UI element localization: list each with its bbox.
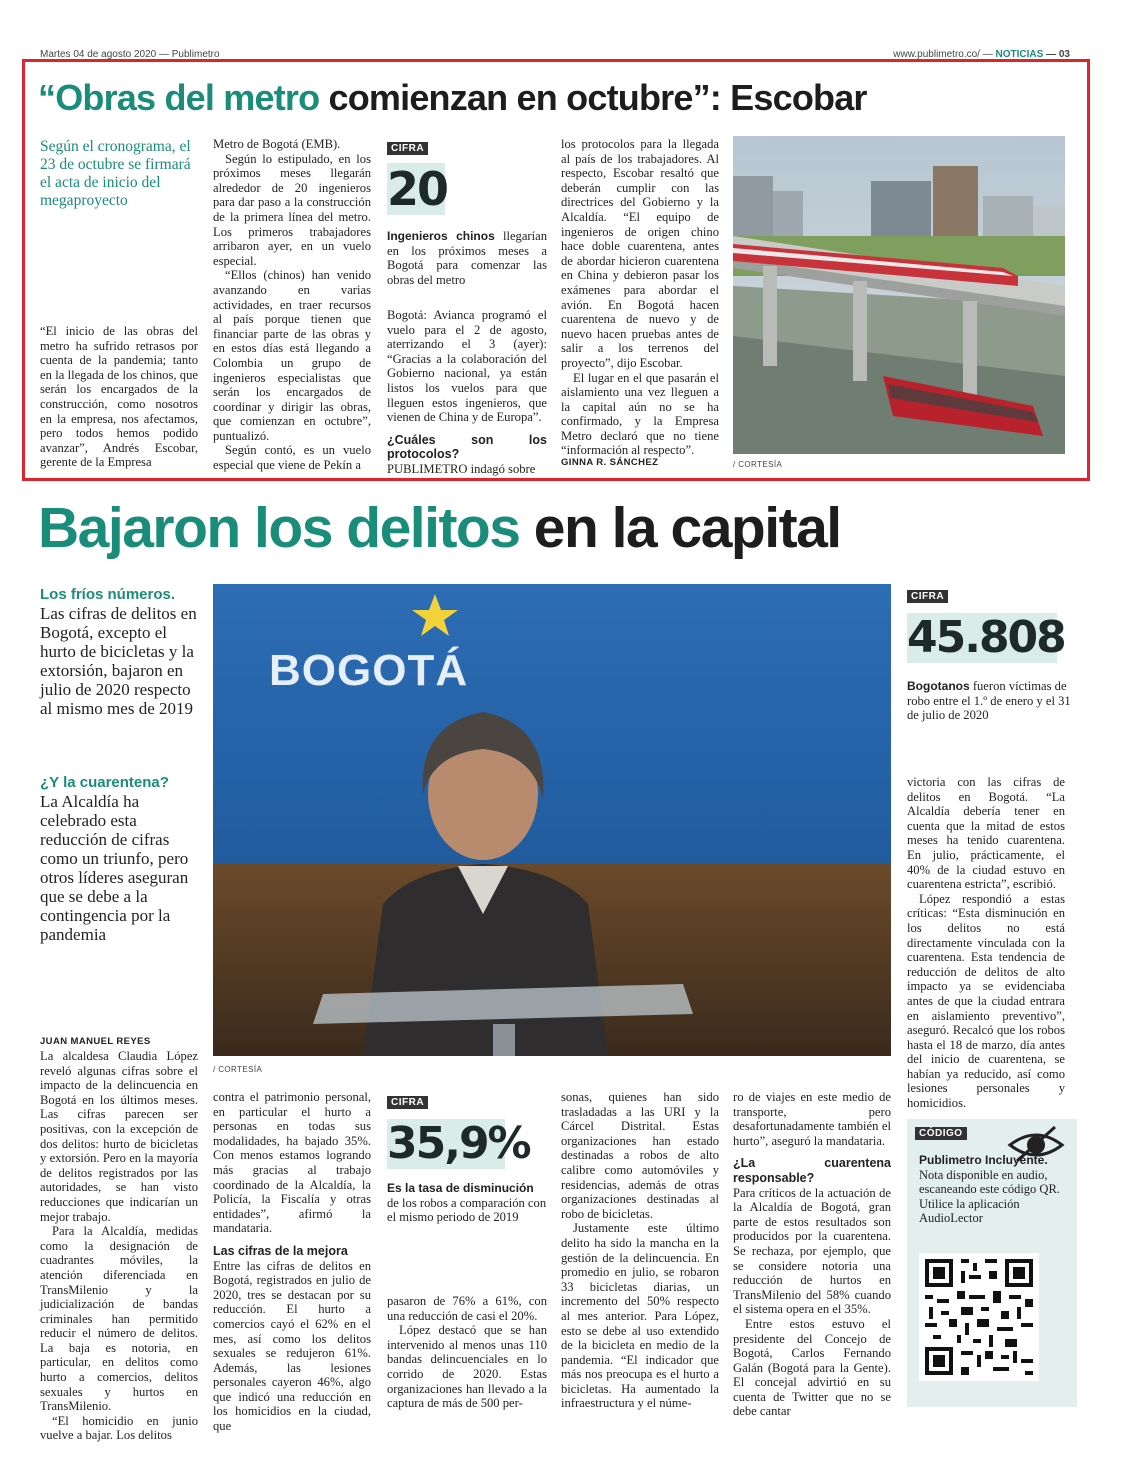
article2-col4-p1: Justamente este último delito ha sido la mancha en la gestión de la delincuencia. En promedio en julio, se robaron 33 bicicletas diarias, un incremento del 50% respecto al mes anterior. Para López, esto se debe al uso extendido de la bicicleta en medio de la pandemia. “El indicador que más nos preocupa es el hurto a bicicletas. Ha aumentado la infraestructura y el núme- [561, 1221, 719, 1411]
header-page-number: 03 [1058, 49, 1070, 60]
article2-headline-black: en la capital [533, 496, 841, 560]
article2-headline [38, 494, 1088, 562]
article2-col1-p0: La alcaldesa Claudia López reveló algunas cifras sobre el impacto de la delincuencia en Bogotá en los últimos meses. Las cifras parecen ser positivas, con la excepción de dos delitos: hurto de bicicletas y extorsión. Pero en la mayoría de delitos registrados por las autoridades, se han visto reducciones que indicarían un mejor trabajo. [40, 1049, 198, 1224]
header-website[interactable]: www.publimetro.co/ — [893, 49, 993, 60]
article1-col3 [387, 308, 547, 477]
article1-col3-para: Bogotá: Avianca programó el vuelo para el 2 de agosto, aterrizando el 3 (ayer): “Gracias a la colaboración del Gobierno nacional, ya están listos los vuelos para que lleguen estos ingenieros, que vienen de China y de Europa”. [387, 308, 547, 425]
article2-cifra2 [387, 1090, 547, 1225]
article2-cifra2-text: de los robos a comparación con el mismo periodo de 2019 [387, 1195, 547, 1225]
article1-cifra-number: 20 [387, 162, 448, 216]
article2-cifra1-tag: CIFRA [907, 590, 948, 603]
article1-headline-green: “Obras del metro [38, 77, 320, 118]
article1-col2-p3: Según contó, es un vuelo especial que viene de Pekín a [213, 443, 371, 473]
article1-cifra-bold: Ingenieros chinos [387, 229, 495, 243]
article2-col1-p1: Para la Alcaldía, medidas como la designación de cuadrantes móviles, la atención diferenciada en TransMilenio y la judicialización de bandas criminales han permitido reducir el número de delitos. La baja es notoria, en particular, en delitos como hurto a comercios, delitos sexuales y hurtos en TransMilenio. [40, 1224, 198, 1414]
metro-illustration [733, 136, 1065, 454]
article1-cifra-text-block [387, 229, 547, 287]
article2-cifra1-number: 45.808 [907, 612, 1065, 663]
article2-cifra1-bold: Bogotanos [907, 679, 970, 693]
article2-right-p1: López respondió a estas críticas: “Esta disminución en los delitos no está directamente vinculada con la cuarentena. Esta tendencia de reducción de delitos de alto impacto ya se evidenciaba antes de que la ciudad entrara en aislamiento preventivo”, aseguró. Recalcó que los robos hasta el 18 de marzo, día antes del inicio de cuarentena, se habían ya reducido, así como lesiones personales y homicidios. [907, 891, 1065, 1111]
article2-col5-subhead: ¿La cuarentena responsable? [733, 1156, 891, 1185]
article1-col2-p2: “Ellos (chinos) han venido avanzando en varias actividades, en traer recursos al país porque tienen que financiar parte de las obras y en estos días está llegando a Colombia un grupo de ingenieros especialistas que serán los encargados de coordinar y dirigir las obras, que comienzan en octubre”, puntualizó. [213, 268, 371, 443]
article1-col2 [213, 137, 371, 473]
article2-lead2 [40, 772, 200, 944]
article1-col4 [561, 137, 719, 458]
article1-cifra [387, 136, 547, 287]
codigo-box [907, 1119, 1077, 1407]
photo-logo-text: BOGOTÁ [269, 646, 469, 695]
codigo-text: Nota disponible en audio, escaneando este código QR. Utilice la aplicación AudioLector [919, 1167, 1060, 1226]
article2-col2-after: Entre las cifras de delitos en Bogotá, registrados en julio de 2020, tres se destacan por su reducción. El hurto a comercios cayó el 62% en el mes, así como los delitos sexuales se redujeron 61%. Además, las lesiones personales cayeron 46%, algo que indicó una reducción en los homicidios en la ciudad, que [213, 1258, 371, 1434]
article1-byline: GINNA R. SÁNCHEZ [561, 457, 659, 468]
article1-headline [38, 76, 1068, 120]
codigo-text-block [919, 1153, 1069, 1226]
header-section: NOTICIAS [995, 49, 1044, 60]
article2-lead2-title: ¿Y la cuarentena? [40, 774, 169, 791]
article1-col4-p1: El lugar en el que pasarán el aislamiento una vez lleguen a la capital aún no se ha confirmado, y la Empresa Metro declaró que no tiene “información al respecto”. [561, 370, 719, 458]
article1-col2-p1: Según lo estipulado, en los próximos meses llegarán alrededor de 20 ingenieros para dar paso a la construcción de la primera línea del metro. Los primeros trabajadores arribaron ayer, en un vuelo especial. [213, 151, 371, 268]
header-page-sep: — [1046, 49, 1057, 60]
header-date: Martes 04 de agosto 2020 — Publimetro [40, 49, 220, 60]
article1-cifra-text: llegarían en los próximos meses a Bogotá para comenzar las obras del metro [387, 229, 548, 287]
article2-col2 [213, 1090, 371, 1434]
article2-cifra2-bold: Es la tasa de disminución [387, 1181, 534, 1195]
article1-lead: Según el cronograma, el 23 de octubre se firmará el acta de inicio del megaproyecto [40, 138, 191, 209]
article2-right-p0: victoria con las cifras de delitos en Bogotá. “La Alcaldía debería tener en cuenta que la mitad de estos meses ha tenido cuarentena. En julio, prácticamente, el 40% de la ciudad estuvo en cuarentena estricta”, escribió. [907, 775, 1065, 892]
article2-lead1-title: Los fríos números. [40, 586, 176, 603]
codigo-bold: Publimetro Incluyente. [919, 1153, 1048, 1167]
article2-cifra1-text: fueron víctimas de robo entre el 1.º de enero y el 31 de julio de 2020 [907, 679, 1071, 723]
qr-code[interactable] [919, 1253, 1039, 1381]
article2-col5-after-p0: Para críticos de la actuación de la Alcaldía de Bogotá, gran parte de estos resultados son producidos por la cuarentena. Se rechaza, por ejemplo, que se considere notoria una reducción de hurtos en TransMilenio del 58% cuando el sistema opera en el 35%. [733, 1185, 891, 1317]
article2-cifra2-tag: CIFRA [387, 1096, 428, 1109]
article1-col4-p0: los protocolos para la llegada al país de los trabajadores. Al respecto, Escobar resaltó que deberán cumplir con las directrices del Gobierno y la Alcaldía. “El equipo de ingenieros de origen chino hace doble cuarentena, antes de abordar hicieron cuarentena en China y debieron pasar los exámenes para abordar el avión. En Bogotá hacen cuarentena de nuevo y de nuevo hacen pruebas antes de salir a los terrenos del proyecto”, dijo Escobar. [561, 137, 719, 370]
article1-col1 [40, 324, 198, 470]
article2-lead1 [40, 584, 200, 718]
article2-byline: JUAN MANUEL REYES [40, 1036, 151, 1047]
codigo-tag: CÓDIGO [915, 1127, 967, 1140]
article2-col2-para: contra el patrimonio personal, en particular el hurto a personas en todas sus modalidades, ha bajado 35%. Con menos estamos logrando más gracias al trabajo coordinado de la Alcaldía, la Policía, la Fiscalía y otras entidades”, afirmó la mandataria. [213, 1090, 371, 1236]
article1-col3-after: PUBLIMETRO indagó sobre [387, 461, 536, 476]
article2-col1 [40, 1049, 198, 1443]
article2-cifra2-text-block [387, 1181, 547, 1225]
article2-col5 [733, 1090, 891, 1419]
article1-photo-credit: / CORTESÍA [733, 460, 783, 469]
qr-code-graphic [925, 1259, 1033, 1375]
article1-cifra-tag: CIFRA [387, 142, 428, 155]
article2-col4-p0: sonas, quienes han sido trasladadas a las URI y la Cárcel Distrital. Estas organizaciones han estado destinadas a robos de alto calibre como automóviles y residencias, además de otras organizaciones destinadas al robo de bicicletas. [561, 1090, 719, 1221]
article2-col1-p2: “El homicidio en junio vuelve a bajar. Los delitos [40, 1413, 198, 1443]
article2-photo-credit: / CORTESÍA [213, 1065, 263, 1074]
article2-cifra2-number: 35,9% [387, 1118, 530, 1169]
article2-lead1-text: Las cifras de delitos en Bogotá, excepto el hurto de bicicletas y la extorsión, bajaron en julio de 2020 respecto al mismo mes de 2019 [40, 604, 197, 718]
article1-col2-p0: Metro de Bogotá (EMB). [213, 137, 341, 151]
article2-col3 [387, 1294, 547, 1411]
metro-photo [733, 136, 1065, 454]
article1-headline-black: comienzan en octubre”: Escobar [328, 77, 867, 118]
article2-col3-p1: López destacó que se han intervenido al menos unas 110 bandas delincuenciales en lo corrido de 2020. Estas organizaciones han llevado a la captura de más de 500 per- [387, 1323, 547, 1411]
article2-cifra1-text-block [907, 679, 1072, 723]
article1-col3-subhead: ¿Cuáles son los protocolos? [387, 432, 547, 462]
article2-col5-para: ro de viajes en este medio de transporte, pero desafortunadamente también el hurto”, aseguró la mandataria. [733, 1090, 891, 1148]
article1-col1-para: “El inicio de las obras del metro ha sufrido retrasos por cuenta de la pandemia; tanto en la llegada de los chinos, que serán los encargados de la construcción, como nosotros en la empresa, nos afectamos, pero todos hemos podido avanzar”, Andrés Escobar, gerente de la Empresa [40, 324, 198, 470]
article2-headline-green: Bajaron los delitos [38, 496, 520, 560]
mayor-photo [213, 584, 891, 1056]
article2-cifra1 [907, 584, 1072, 723]
article2-col2-subhead: Las cifras de la mejora [213, 1243, 348, 1258]
article2-col5-after-p1: Entre estos estuvo el presidente del Concejo de Bogotá, Carlos Fernando Galán (Bogotá para la Gente). El concejal advirtió en su cuenta de Twitter que no se debe cantar [733, 1316, 891, 1419]
article2-lead2-text: La Alcaldía ha celebrado esta reducción de cifras como un triunfo, pero otros líderes aseguran que se debe a la contingencia por la pandemia [40, 792, 189, 944]
article2-col4 [561, 1090, 719, 1411]
article2-right-col [907, 775, 1065, 1111]
article2-col3-p0: pasaron de 76% a 61%, con una reducción de casi el 20%. [387, 1294, 547, 1323]
